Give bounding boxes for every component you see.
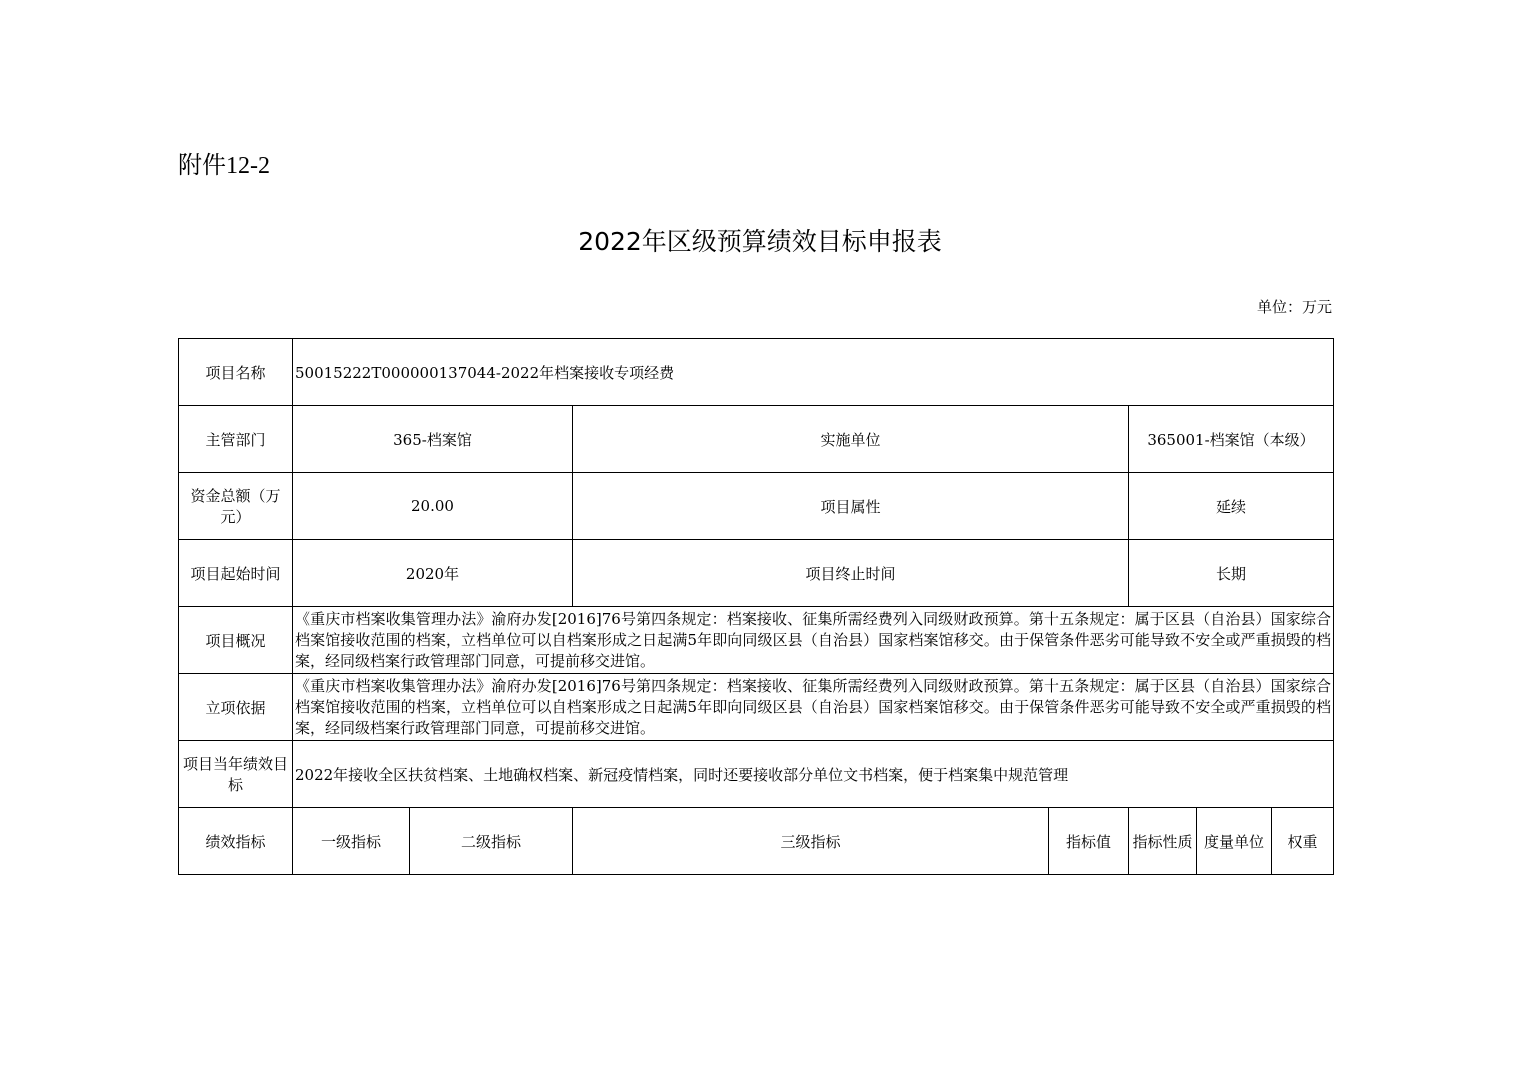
annual-goal-label: 项目当年绩效目标 (179, 741, 293, 808)
annual-goal-value: 2022年接收全区扶贫档案、土地确权档案、新冠疫情档案，同时还要接收部分单位文书档案，便于档案集中规范管理 (293, 741, 1334, 808)
basis-value: 《重庆市档案收集管理办法》渝府办发[2016]76号第四条规定：档案接收、征集所需经费列入同级财政预算。第十五条规定：属于区县（自治县）国家综合档案馆接收范围的档案，立档单位可以自档案形成之日起满5年即向同级区县（自治县）国家档案馆移交。由于保管条件恶劣可能导致不安全或严重损毁的档案，经同级档案行政管理部门同意，可提前移交进馆。 (293, 674, 1334, 741)
row-department (179, 406, 1334, 473)
basis-label: 立项依据 (179, 674, 293, 741)
attachment-label (178, 145, 270, 180)
row-total-funds (179, 473, 1334, 540)
start-time-value: 2020年 (293, 540, 573, 607)
row-basis (179, 674, 1334, 741)
department-value: 365-档案馆 (293, 406, 573, 473)
budget-form-table (178, 338, 1334, 875)
indicator-column-header: 一级指标 (293, 808, 410, 875)
indicator-column-header: 二级指标 (410, 808, 573, 875)
page-title: 2022年区级预算绩效目标申报表 (578, 227, 942, 256)
implementer-label: 实施单位 (573, 406, 1129, 473)
overview-label: 项目概况 (179, 607, 293, 674)
attribute-label: 项目属性 (573, 473, 1129, 540)
start-time-label: 项目起始时间 (179, 540, 293, 607)
project-name-value: 50015222T000000137044-2022年档案接收专项经费 (293, 339, 1334, 406)
overview-value: 《重庆市档案收集管理办法》渝府办发[2016]76号第四条规定：档案接收、征集所需经费列入同级财政预算。第十五条规定：属于区县（自治县）国家综合档案馆接收范围的档案，立档单位可以自档案形成之日起满5年即向同级区县（自治县）国家档案馆移交。由于保管条件恶劣可能导致不安全或严重损毁的档案，经同级档案行政管理部门同意，可提前移交进馆。 (293, 607, 1334, 674)
implementer-value: 365001-档案馆（本级） (1129, 406, 1334, 473)
attribute-value: 延续 (1129, 473, 1334, 540)
end-time-value: 长期 (1129, 540, 1334, 607)
indicator-column-header: 三级指标 (573, 808, 1049, 875)
end-time-label: 项目终止时间 (573, 540, 1129, 607)
total-funds-value: 20.00 (293, 473, 573, 540)
unit-label: 单位：万元 (1256, 298, 1332, 316)
department-label: 主管部门 (179, 406, 293, 473)
row-overview (179, 607, 1334, 674)
project-name-label: 项目名称 (179, 339, 293, 406)
row-project-name (179, 339, 1334, 406)
row-annual-goal (179, 741, 1334, 808)
indicator-column-header: 度量单位 (1197, 808, 1272, 875)
attachment-number: 12-2 (226, 153, 270, 179)
indicator-column-header: 指标性质 (1129, 808, 1197, 875)
total-funds-label: 资金总额（万元） (179, 473, 293, 540)
attachment-label-text: 附件 (178, 151, 226, 179)
indicator-column-header: 指标值 (1049, 808, 1129, 875)
indicator-column-header: 权重 (1272, 808, 1334, 875)
row-time (179, 540, 1334, 607)
row-indicators (179, 808, 1334, 875)
indicators-label: 绩效指标 (179, 808, 293, 875)
